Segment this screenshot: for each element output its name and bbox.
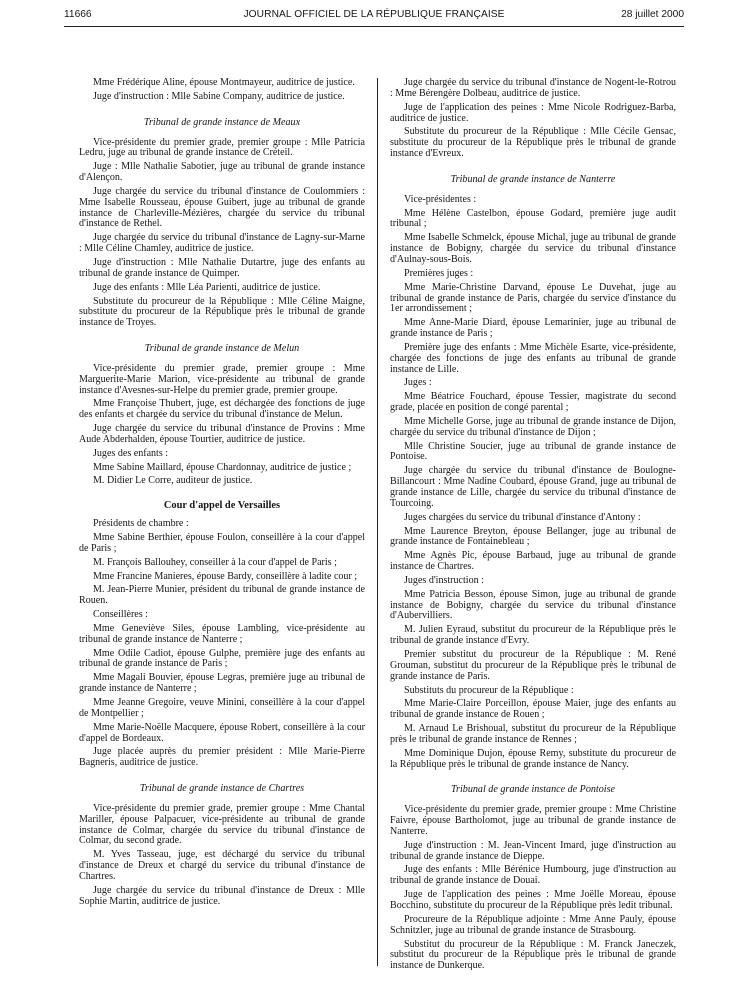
paragraph: M. François Ballouhey, conseiller à la cour d'appel de Paris ; [93,556,337,568]
paragraph: Juge des enfants : Mlle Léa Parienti, auditrice de justice. [93,281,321,293]
paragraph: M. Jean-Pierre Munier, président du tribunal de grande instance de Rouen. [79,584,365,607]
paragraph: Conseillères : [93,609,148,621]
paragraph: Juge d'instruction : Mlle Sabine Company, auditrice de justice. [93,90,345,102]
paragraph: Mme Marie-Christine Darvand, épouse Le Duvehat, juge au tribunal de grande instance de Paris, chargée du service d'instance du 1er arrondissement ; [390,281,676,315]
paragraph: Vice-présidente du premier grade, premier groupe : Mme Chantal Mariller, épouse Palpacuer, vice-présidente au tribunal de grande instance de Colmar, chargée du service du tribunal d'instance de Colmar, du second grade. [79,802,365,847]
paragraph: Mme Isabelle Schmelck, épouse Michal, juge au tribunal de grande instance de Bobigny, chargée du service du tribunal d'instance d'Aulnay-sous-Bois. [390,232,676,265]
paragraph: Mme Hélène Castelbon, épouse Godard, première juge audit tribunal ; [390,207,676,230]
paragraph: Mme Geneviève Siles, épouse Lambling, vice-présidente au tribunal de grande instance de Nanterre ; [79,622,365,645]
paragraph: Vice-présidentes : [404,193,477,205]
paragraph: Mme Sabine Berthier, épouse Foulon, conseillère à la cour d'appel de Paris ; [79,532,365,554]
paragraph: Vice-présidente du premier grade, premier groupe : Mme Marguerite-Marie Marion, vice-présidente au tribunal de grande instance d'Avesnes-sur-Helpe du premier grade, premier groupe. [79,362,365,396]
publication-date: 28 juillet 2000 [621,9,684,20]
paragraph: Premier substitut du procureur de la République : M. René Grouman, substitut du procureur de la République près le tribunal de grande instance de Paris. [390,648,676,682]
paragraph: Juges d'instruction : [404,574,484,586]
paragraph: Mme Marie-Noëlle Macquere, épouse Robert, conseillère à la cour d'appel de Bordeaux. [79,721,365,744]
tribunal-heading: Tribunal de grande instance de Chartres [139,783,305,795]
header-rule [64,26,684,27]
paragraph: Substituts du procureur de la République : [404,684,574,696]
paragraph: M. Yves Tasseau, juge, est déchargé du service du tribunal d'instance de Dreux et chargé du service du tribunal d'instance de Chartres. [79,849,365,882]
paragraph: Vice-présidente du premier grade, premier groupe : Mme Christine Faivre, épouse Bartholomot, juge au tribunal de grande instance de Nanterre. [390,804,676,837]
column-divider [377,78,378,966]
journal-title: JOURNAL OFFICIEL DE LA RÉPUBLIQUE FRANÇAISE [243,9,505,20]
paragraph: Juge chargée du service du tribunal d'instance de Lagny-sur-Marne : Mlle Céline Chamley, auditrice de justice. [79,232,365,255]
paragraph: Mme Patricia Besson, épouse Simon, juge au tribunal de grande instance de Bobigny, chargée du service du tribunal d'instance d'Aubervilliers. [390,588,676,622]
paragraph: Mme Agnès Pic, épouse Barbaud, juge au tribunal de grande instance de Chartres. [390,550,676,573]
paragraph: Juge d'instruction : M. Jean-Vincent Imard, juge d'instruction au tribunal de grande instance de Dieppe. [390,839,676,862]
paragraph: Juge chargée du service du tribunal d'instance de Nogent-le-Rotrou : Mme Bérengère Dolbeau, auditrice de justice. [390,78,676,99]
paragraph: Mme Dominique Dujon, épouse Remy, substitute du procureur de la République près le tribunal de grande instance de Nancy. [390,747,676,770]
paragraph: Juge des enfants : Mlle Bérénice Humbourg, juge d'instruction au tribunal de grande instance de Douai. [390,864,676,887]
tribunal-heading: Tribunal de grande instance de Pontoise [450,784,615,796]
paragraph: M. Arnaud Le Brishoual, substitut du procureur de la République près le tribunal de grande instance de Rennes ; [390,723,676,745]
paragraph: Juges chargées du service du tribunal d'instance d'Antony : [404,511,641,523]
paragraph: Vice-présidente du premier grade, premier groupe : Mlle Patricia Ledru, juge au tribunal de grande instance de Créteil. [79,136,365,159]
tribunal-heading: Tribunal de grande instance de Melun [144,343,300,355]
paragraph: Mme Anne-Marie Diard, épouse Lemarinier, juge au tribunal de grande instance de Paris ; [390,317,676,340]
paragraph: Mme Magali Bouvier, épouse Legras, première juge au tribunal de grande instance de Nanterre ; [79,672,365,695]
paragraph: Mme Frédérique Aline, épouse Montmayeur, auditrice de justice. [93,78,355,88]
tribunal-heading: Tribunal de grande instance de Meaux [143,116,301,128]
paragraph: Première juge des enfants : Mme Michèle Esarte, vice-présidente, chargée des fonctions de juge des enfants au tribunal de grande instance de Lille. [390,341,676,375]
page-number: 11666 [64,9,92,20]
paragraph: Procureure de la République adjointe : Mme Anne Pauly, épouse Schnitzler, juge au tribunal de grande instance de Strasbourg. [390,913,676,936]
paragraph: Juge chargée du service du tribunal d'instance de Boulogne-Billancourt : Mme Nadine Coubard, épouse Grand, juge au tribunal de grande instance de Lille, chargée du service du tribunal d'instance de Tourcoing. [390,465,676,509]
paragraph: Mme Jeanne Gregoire, veuve Minini, conseillère à la cour d'appel de Montpellier ; [79,696,365,719]
paragraph: Mme Michelle Gorse, juge au tribunal de grande instance de Dijon, chargée du service du tribunal d'instance de Dijon ; [390,415,676,438]
paragraph: Substitute du procureur de la République : Mlle Céline Maigne, substitute du procureur de la République près le tribunal de grande instance de Troyes. [79,295,365,329]
paragraph: Mme Françoise Thubert, juge, est déchargée des fonctions de juge des enfants et chargée du service du tribunal d'instance de Melun. [79,398,365,421]
paragraph: Mme Marie-Claire Porceillon, épouse Maier, juge des enfants au tribunal de grande instance de Rouen ; [390,698,676,721]
paragraph: Juge d'instruction : Mlle Nathalie Dutartre, juge des enfants au tribunal de grande instance de Quimper. [79,256,365,279]
paragraph: Mme Francine Manieres, épouse Bardy, conseillère à ladite cour ; [93,570,358,582]
paragraph: Juge placée auprès du premier président : Mlle Marie-Pierre Bagneris, auditrice de justice. [79,746,365,769]
paragraph: Juge chargée du service du tribunal d'instance de Dreux : Mlle Sophie Martin, auditrice de justice. [79,884,365,907]
paragraph: Substitute du procureur de la République : Mlle Cécile Gensac, substitute du procureur de la République près le tribunal de grande instance d'Evreux. [390,126,676,160]
paragraph: Juge de l'application des peines : Mme Nicole Rodriguez-Barba, auditrice de justice. [390,101,676,124]
right-column [390,78,676,970]
paragraph: Juge chargée du service du tribunal d'instance de Provins : Mme Aude Abderhalden, épouse Tourtier, auditrice de justice. [79,423,365,445]
paragraph: Juges des enfants : [93,447,169,459]
paragraph: M. Julien Eyraud, substitut du procureur de la République près le tribunal de grande instance d'Evry. [390,624,676,647]
page-header [64,9,684,25]
court-heading: Cour d'appel de Versailles [163,500,281,512]
tribunal-heading: Tribunal de grande instance de Nanterre [450,173,616,185]
paragraph: Juge : Mlle Nathalie Sabotier, juge au tribunal de grande instance d'Alençon. [79,161,365,184]
paragraph: Présidents de chambre : [93,518,189,530]
paragraph: M. Didier Le Corre, auditeur de justice. [93,475,253,487]
paragraph: Mlle Christine Soucier, juge au tribunal de grande instance de Pontoise. [390,440,676,463]
paragraph: Mme Sabine Maillard, épouse Chardonnay, auditrice de justice ; [93,461,352,473]
paragraph: Mme Laurence Breyton, épouse Bellanger, juge au tribunal de grande instance de Fontainebleau ; [390,525,676,548]
paragraph: Juge chargée du service du tribunal d'instance de Coulommiers : Mme Isabelle Rousseau, épouse Guibert, juge au tribunal de grande instance de Charleville-Mézières, chargée du service du tribunal d'instance de Rethel. [79,185,365,230]
paragraph: Juges : [404,377,432,389]
paragraph: Mme Odile Cadiot, épouse Gulphe, première juge des enfants au tribunal de grande instance de Paris ; [79,647,365,670]
paragraph: Premières juges : [404,267,474,279]
paragraph: Substitut du procureur de la République : M. Franck Janeczek, substitut du procureur de la République près le tribunal de grande instance de Dunkerque. [390,938,676,970]
paragraph: Mme Béatrice Fouchard, épouse Tessier, magistrate du second grade, placée en position de congé parental ; [390,391,676,414]
left-column [79,78,365,970]
paragraph: Juge de l'application des peines : Mme Joëlle Moreau, épouse Bocchino, substitute du procureur de la République près ledit tribunal. [390,889,676,911]
